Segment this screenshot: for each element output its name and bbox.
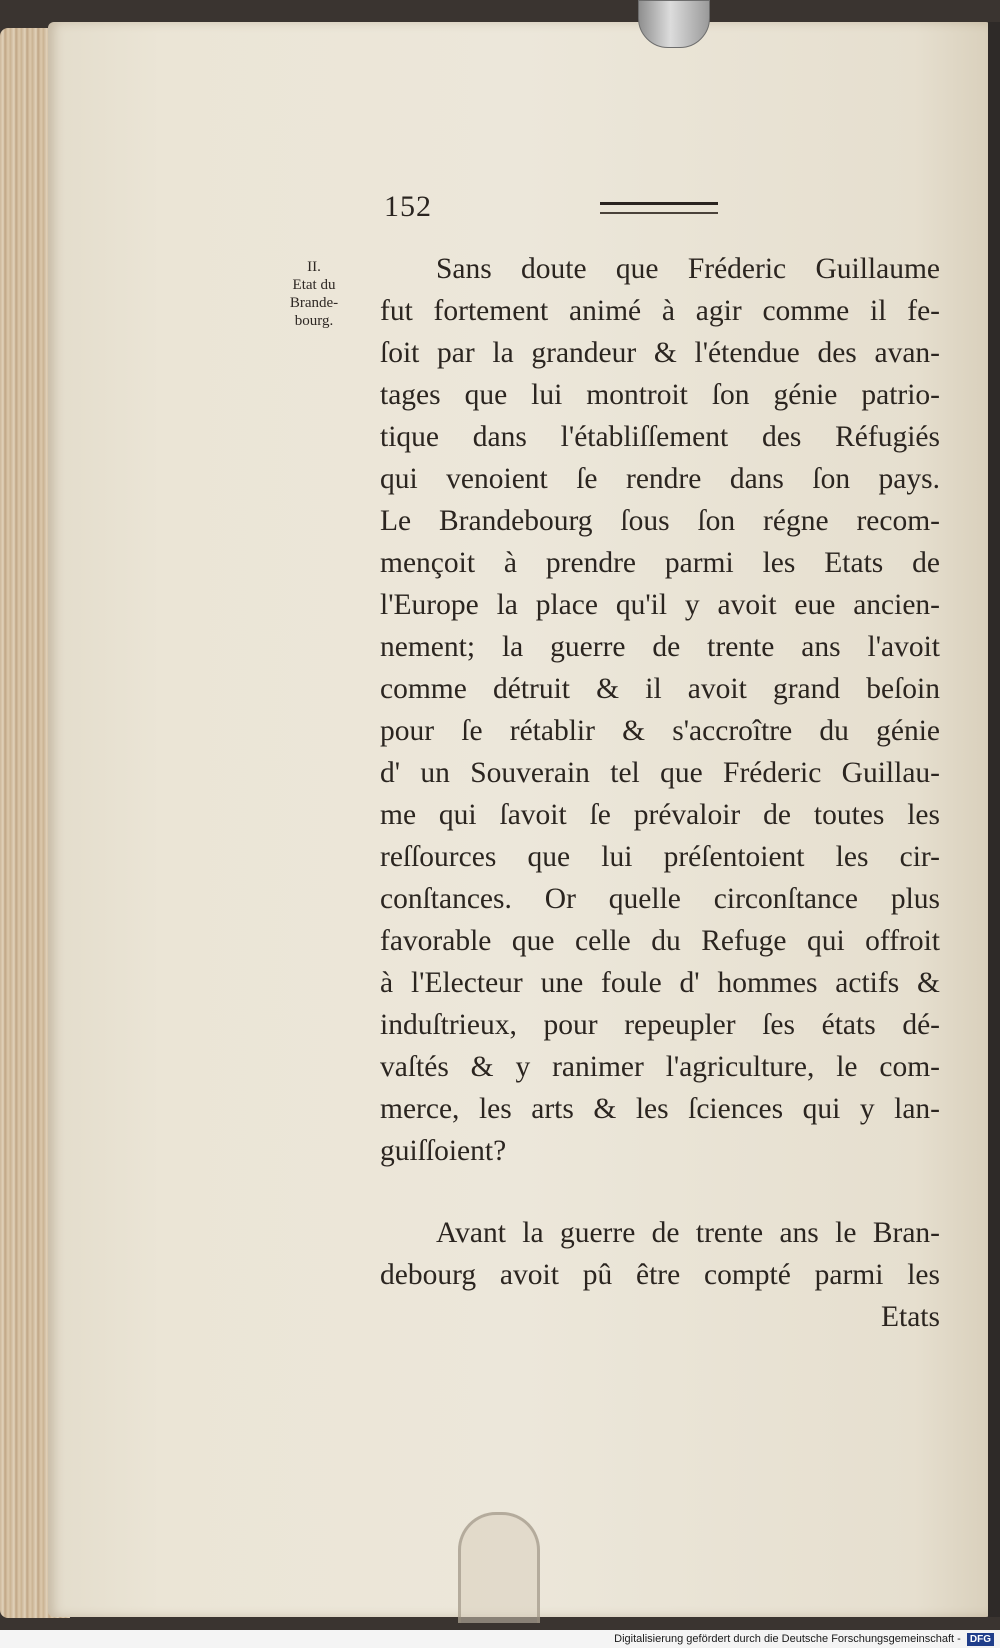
text-line: qui venoient ſe rendre dans ſon pays.	[380, 463, 940, 495]
marginal-note	[272, 258, 356, 330]
text-line: mençoit à prendre parmi les Etats de	[380, 547, 940, 579]
text-line: à l'Electeur une foule d' hommes actifs &	[380, 967, 940, 999]
text-line: Sans doute que Fréderic Guillaume	[436, 253, 940, 285]
text-line: merce, les arts & les ſciences qui y lan-	[380, 1093, 940, 1125]
catchword: Etats	[881, 1301, 940, 1333]
text-line: Avant la guerre de trente ans le Bran-	[436, 1217, 940, 1249]
text-line: nement; la guerre de trente ans l'avoit	[380, 631, 940, 663]
page-holder-icon	[458, 1512, 540, 1623]
header-rule	[600, 202, 718, 214]
page-number: 152	[384, 190, 432, 223]
text-line: tique dans l'établiſſement des Réfugiés	[380, 421, 940, 453]
binding-edge	[988, 22, 1000, 1617]
text-line: guiſſoient?	[380, 1135, 507, 1167]
marginal-note-line: Etat du	[292, 277, 336, 293]
text-line: reſſources que lui préſentoient les cir-	[380, 841, 940, 873]
marginal-note-line: bourg.	[294, 313, 334, 329]
page-clip-icon	[638, 0, 710, 48]
text-line: favorable que celle du Refuge qui offroit	[380, 925, 940, 957]
text-line: l'Europe la place qu'il y avoit eue ancien-	[380, 589, 940, 621]
paragraph-2	[380, 1212, 940, 1338]
marginal-note-line: Brande-	[289, 295, 339, 311]
text-line: Le Brandebourg ſous ſon régne recom-	[380, 505, 940, 537]
text-line: vaſtés & y ranimer l'agriculture, le com-	[380, 1051, 940, 1083]
dfg-logo-icon: DFG	[967, 1633, 994, 1646]
text-line: me qui ſavoit ſe prévaloir de toutes les	[380, 799, 940, 831]
paragraph-1	[380, 248, 940, 1172]
body-text	[380, 248, 940, 1338]
text-line: comme détruit & il avoit grand beſoin	[380, 673, 940, 705]
text-line: ſoit par la grandeur & l'étendue des avan-	[380, 337, 940, 369]
footer-credit-text: Digitalisierung gefördert durch die Deutsche Forschungsgemeinschaft -	[614, 1633, 961, 1645]
text-line: fut fortement animé à agir comme il fe-	[380, 295, 940, 327]
marginal-note-line: II.	[307, 259, 321, 275]
text-line: tages que lui montroit ſon génie patrio-	[380, 379, 940, 411]
text-line: debourg avoit pû être compté parmi les	[380, 1259, 940, 1291]
text-line: conſtances. Or quelle circonſtance plus	[380, 883, 940, 915]
footer-credit	[614, 1630, 994, 1648]
text-line: induſtrieux, pour repeupler ſes états dé-	[380, 1009, 940, 1041]
text-line: pour ſe rétablir & s'accroître du génie	[380, 715, 940, 747]
text-line: d' un Souverain tel que Fréderic Guillau-	[380, 757, 940, 789]
